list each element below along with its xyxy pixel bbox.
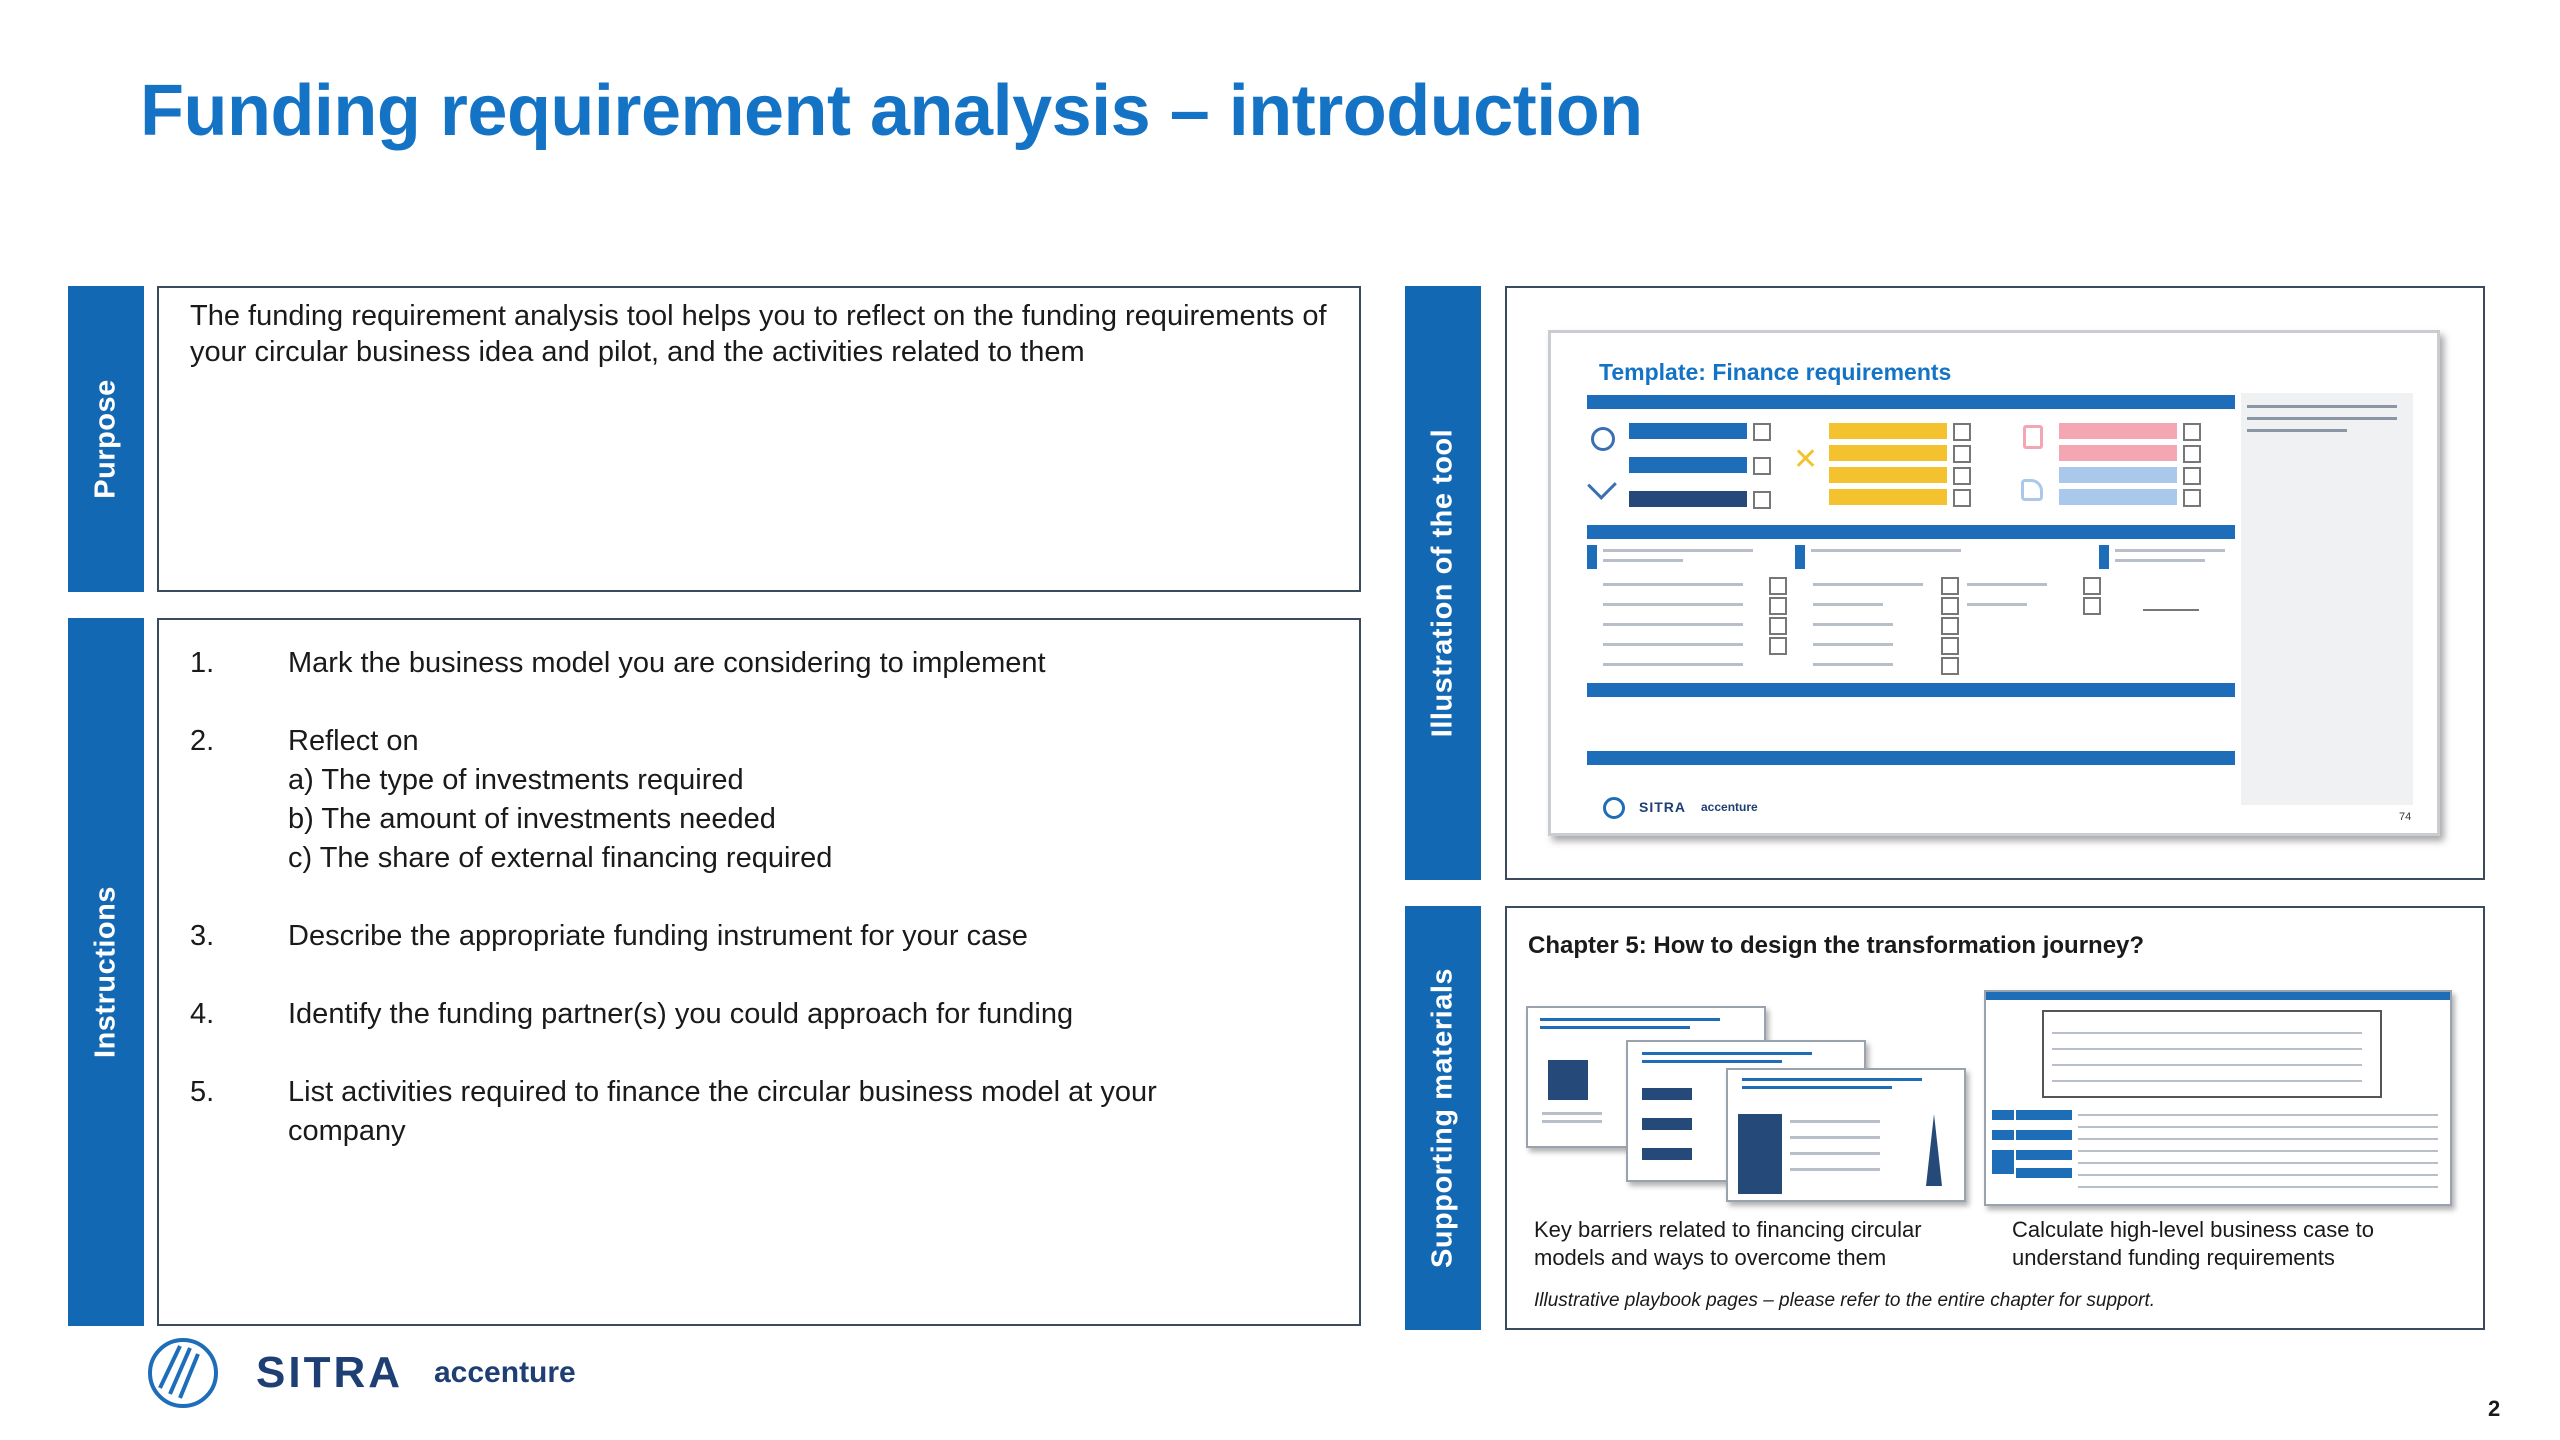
instruction-step-1 — [190, 644, 1330, 683]
step-number: 3. — [190, 920, 215, 952]
step-subitem-b: b) The amount of investments needed — [288, 803, 776, 835]
chapter-heading: Chapter 5: How to design the transformation journey? — [1528, 932, 2145, 959]
page-title: Funding requirement analysis – introduction — [140, 71, 1643, 151]
step-text: Mark the business model you are considering to implement — [288, 647, 1046, 679]
illustrative-note: Illustrative playbook pages – please refer to the entire chapter for support. — [1534, 1290, 2156, 1311]
template-logo-accenture: accenture — [1701, 800, 1758, 814]
template-logo-sitra: SITRA — [1639, 799, 1686, 815]
illustration-tab-label: Illustration of the tool — [1426, 428, 1459, 738]
instructions-tab — [68, 618, 144, 1326]
template-page-number: 74 — [2399, 811, 2412, 823]
purpose-tab — [68, 286, 144, 592]
share-icon — [1587, 470, 1617, 500]
caption-right: Calculate high-level business case to understand funding requirements — [2012, 1217, 2374, 1270]
hand-icon — [2021, 479, 2043, 501]
step-text: Reflect on — [288, 725, 419, 757]
step-subitem-a: a) The type of investments required — [288, 764, 744, 796]
supporting-tab — [1405, 906, 1481, 1330]
template-side-panel — [2241, 393, 2413, 805]
instruction-step-5 — [190, 1073, 1330, 1151]
purpose-text: The funding requirement analysis tool helps you to reflect on the funding requirements of your circular business idea and pilot, and the activities related to them — [190, 300, 1327, 368]
template-preview-title: Template: Finance requirements — [1599, 359, 1952, 385]
caption-left: Key barriers related to financing circular models and ways to overcome them — [1534, 1217, 1922, 1270]
purpose-tab-label: Purpose — [89, 379, 122, 499]
instruction-step-3 — [190, 917, 1330, 956]
footer-logo-accenture: accenture — [434, 1356, 576, 1389]
step-text: Identify the funding partner(s) you could approach for funding — [288, 998, 1074, 1030]
tools-icon: ✕ — [1793, 443, 1819, 476]
template-globe-icon — [1603, 797, 1625, 819]
page-number: 2 — [2488, 1396, 2501, 1421]
step-number: 5. — [190, 1076, 215, 1108]
recycle-icon — [1591, 427, 1615, 451]
step-number: 1. — [190, 647, 215, 679]
instructions-list — [190, 644, 1330, 1151]
step-number: 4. — [190, 998, 215, 1030]
template-preview — [1548, 330, 2440, 836]
step-text: Describe the appropriate funding instrument for your case — [288, 920, 1028, 952]
business-case-thumbnail — [1984, 990, 2452, 1206]
step-subitem-c: c) The share of external financing required — [288, 842, 833, 874]
instruction-step-2 — [190, 722, 1330, 761]
step-number: 2. — [190, 725, 215, 757]
playbook-thumbnail-3 — [1726, 1068, 1966, 1202]
instruction-step-4 — [190, 995, 1330, 1034]
step-text: List activities required to finance the circular business model at your company — [288, 1076, 1157, 1147]
illustration-tab — [1405, 286, 1481, 880]
bin-icon — [2023, 425, 2043, 449]
footer-logo-sitra: SITRA — [256, 1348, 403, 1397]
supporting-tab-label: Supporting materials — [1426, 967, 1459, 1269]
instructions-tab-label: Instructions — [89, 886, 122, 1058]
globe-logo-icon — [146, 1336, 220, 1410]
